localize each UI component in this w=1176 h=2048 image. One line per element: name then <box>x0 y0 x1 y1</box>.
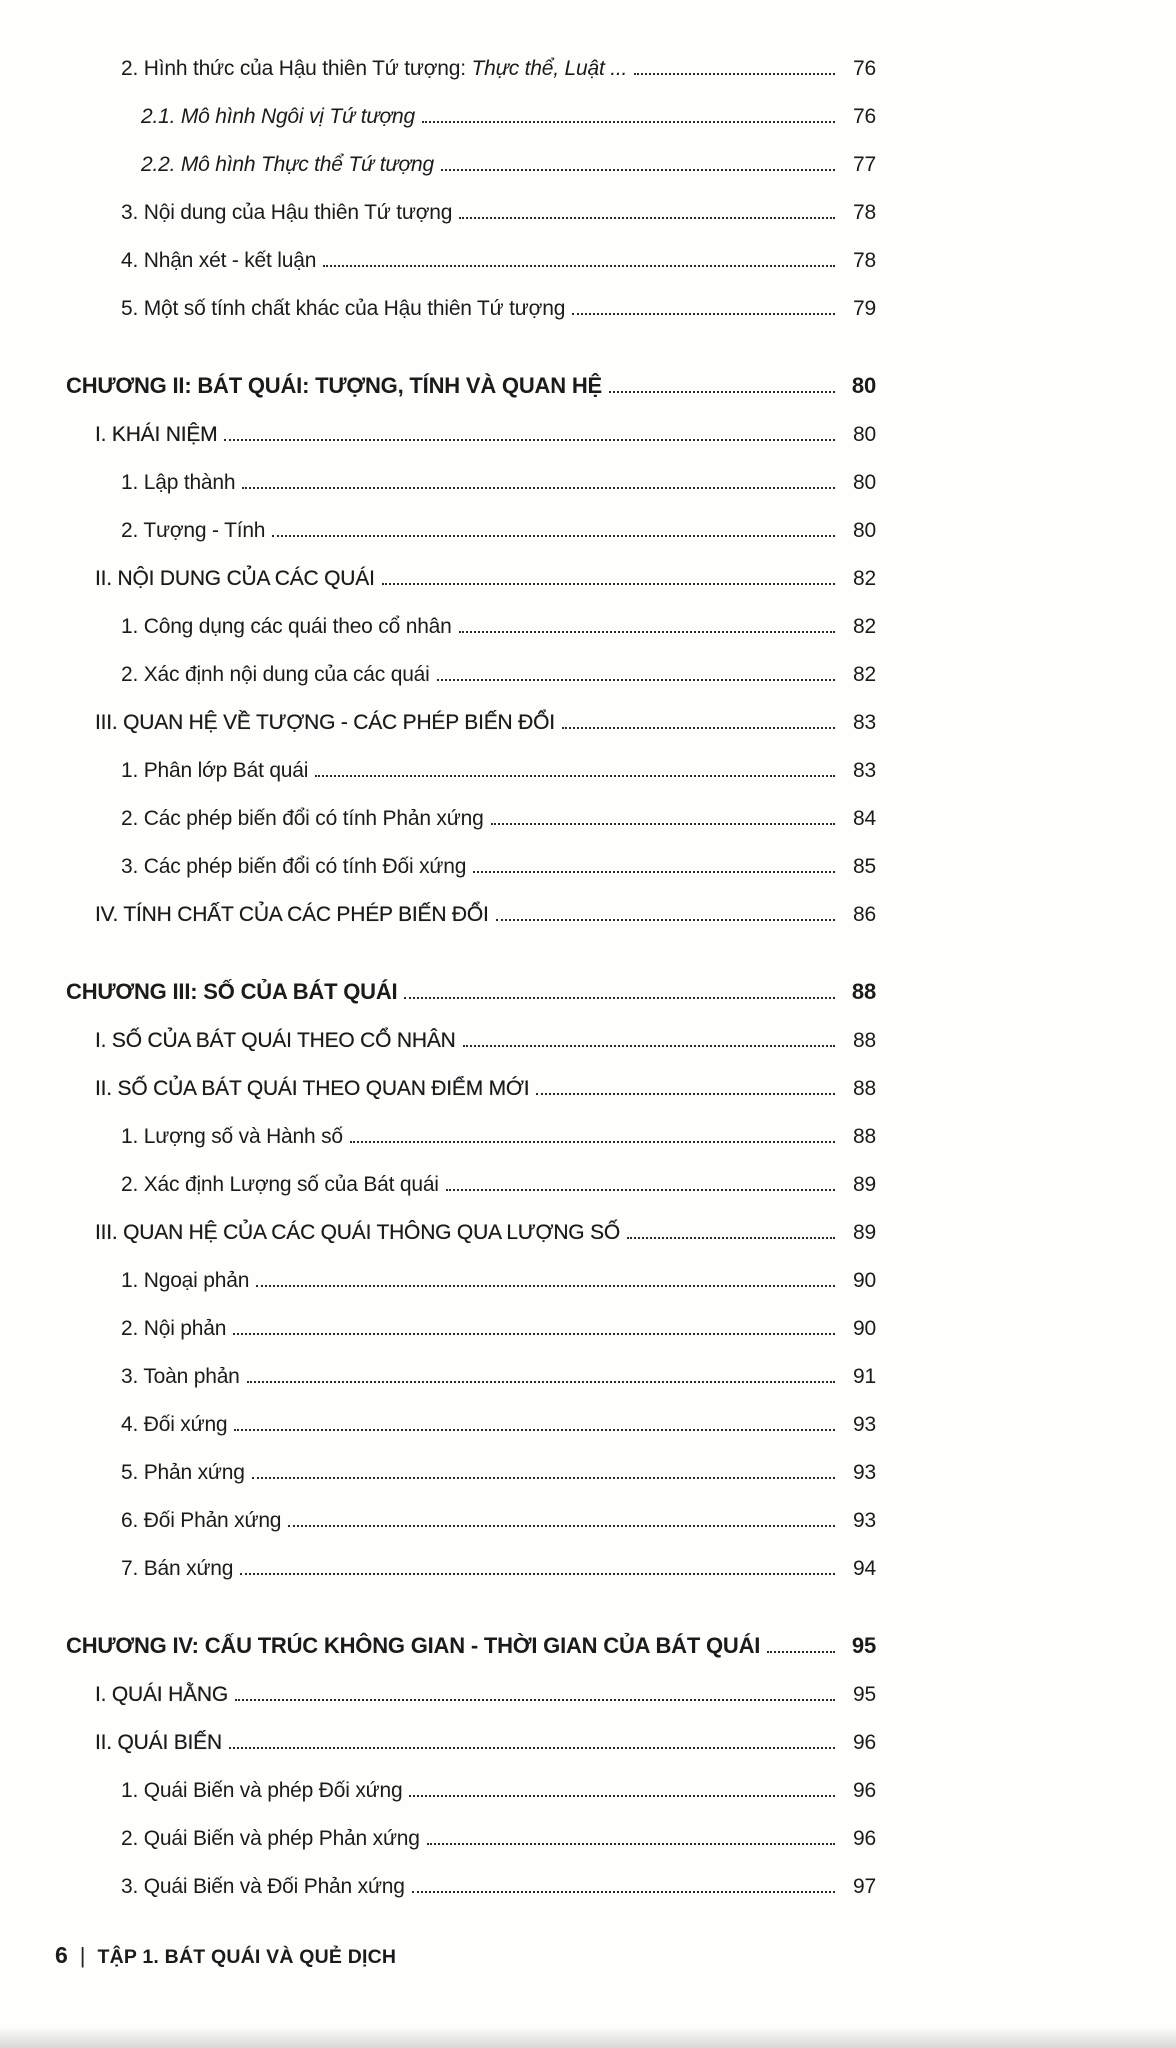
toc-page-number: 88 <box>853 1076 876 1100</box>
toc-row <box>0 1300 876 1348</box>
toc-entry-label: 7. Bán xứng <box>121 1556 234 1580</box>
dot-leader <box>562 727 835 729</box>
dot-leader <box>256 1285 835 1287</box>
folio-number: 6 <box>55 1942 68 1968</box>
toc-row <box>0 136 876 184</box>
toc-row <box>0 1012 876 1060</box>
toc-page-number: 80 <box>853 422 876 446</box>
toc-entry-label: 2. Tượng - Tính <box>121 518 266 542</box>
dot-leader <box>252 1477 835 1479</box>
dot-leader <box>767 1651 835 1653</box>
toc-entry-label: 2.1. Mô hình Ngôi vị Tứ tượng <box>141 104 415 128</box>
dot-leader <box>404 997 835 999</box>
toc-row <box>0 454 876 502</box>
toc-row <box>0 886 876 934</box>
toc-entry-label: 1. Ngoại phản <box>121 1268 250 1292</box>
scan-edge-shadow <box>0 2026 1176 2048</box>
toc-row <box>0 1492 876 1540</box>
toc-entry-label: II. SỐ CỦA BÁT QUÁI THEO QUAN ĐIỂM MỚI <box>95 1076 530 1100</box>
toc-page-number: 77 <box>853 152 876 176</box>
toc-entry-label: 2.2. Mô hình Thực thể Tứ tượng <box>141 152 434 176</box>
dot-leader <box>350 1141 835 1143</box>
toc-page-number: 88 <box>851 978 876 1004</box>
toc-page-number: 83 <box>853 710 876 734</box>
toc-row <box>0 232 876 280</box>
dot-leader <box>235 1699 835 1701</box>
toc-entry-label: I. SỐ CỦA BÁT QUÁI THEO CỔ NHÂN <box>95 1028 456 1052</box>
toc-row <box>0 1348 876 1396</box>
toc-page-number: 94 <box>853 1556 876 1580</box>
page-footer <box>0 1942 1176 1969</box>
toc-page-number: 84 <box>853 806 876 830</box>
toc-row <box>0 1060 876 1108</box>
dot-leader <box>496 919 835 921</box>
toc-row <box>0 1858 876 1906</box>
toc-page-number: 82 <box>853 566 876 590</box>
toc-page-number: 93 <box>853 1508 876 1532</box>
toc-row <box>0 406 876 454</box>
toc-entry-label: II. QUÁI BIẾN <box>95 1730 222 1754</box>
toc-row <box>0 1714 876 1762</box>
toc-row <box>0 1810 876 1858</box>
dot-leader <box>536 1093 835 1095</box>
dot-leader <box>233 1333 835 1335</box>
toc-row <box>0 550 876 598</box>
toc-page-number: 95 <box>851 1632 876 1658</box>
toc-entry-label-italic: Thực thể, Luật ... <box>471 56 628 80</box>
toc-page-number: 79 <box>853 296 876 320</box>
toc-entry-label: 3. Toàn phản <box>121 1364 240 1388</box>
toc-row <box>0 838 876 886</box>
toc-row <box>0 1252 876 1300</box>
dot-leader <box>242 487 835 489</box>
dot-leader <box>634 73 835 75</box>
toc-row <box>0 1204 876 1252</box>
toc-page-number: 86 <box>853 902 876 926</box>
toc-row <box>0 1108 876 1156</box>
footer-separator: | <box>79 1943 86 1968</box>
dot-leader <box>572 313 835 315</box>
toc-page-number: 82 <box>853 614 876 638</box>
toc-page-number: 88 <box>853 1028 876 1052</box>
toc-row <box>0 1444 876 1492</box>
toc-page-number: 96 <box>853 1730 876 1754</box>
toc-entry-label: I. KHÁI NIỆM <box>95 422 218 446</box>
toc-page-number: 93 <box>853 1460 876 1484</box>
toc-page-number: 90 <box>853 1316 876 1340</box>
toc-row <box>0 502 876 550</box>
toc-page-number: 76 <box>853 104 876 128</box>
toc-page-number: 91 <box>853 1364 876 1388</box>
toc-row <box>0 40 876 88</box>
toc-row <box>0 742 876 790</box>
dot-leader <box>229 1747 835 1749</box>
toc-row <box>0 646 876 694</box>
dot-leader <box>627 1237 835 1239</box>
dot-leader <box>272 535 835 537</box>
toc-entry-label: III. QUAN HỆ CỦA CÁC QUÁI THÔNG QUA LƯỢNG SỐ <box>95 1220 621 1244</box>
toc-row <box>0 694 876 742</box>
dot-leader <box>224 439 835 441</box>
toc-entry-label: 4. Đối xứng <box>121 1412 228 1436</box>
toc-row <box>0 1396 876 1444</box>
toc-row <box>0 1156 876 1204</box>
toc-entry-label: 2. Hình thức của Hậu thiên Tứ tượng: Thực thể, Luật ... <box>121 56 628 80</box>
dot-leader <box>382 583 835 585</box>
toc-row <box>0 88 876 136</box>
toc-page-number: 89 <box>853 1172 876 1196</box>
dot-leader <box>412 1891 835 1893</box>
toc-entry-label: 3. Nội dung của Hậu thiên Tứ tượng <box>121 200 453 224</box>
toc-page-number: 97 <box>853 1874 876 1898</box>
toc-page-number: 93 <box>853 1412 876 1436</box>
toc-page-number: 82 <box>853 662 876 686</box>
toc-entry-label: CHƯƠNG IV: CẤU TRÚC KHÔNG GIAN - THỜI GIAN CỦA BÁT QUÁI <box>66 1632 761 1658</box>
dot-leader <box>323 265 835 267</box>
toc-chapter-row <box>0 960 876 1012</box>
dot-leader <box>240 1573 835 1575</box>
dot-leader <box>422 121 835 123</box>
dot-leader <box>459 631 835 633</box>
toc-page-number: 96 <box>853 1826 876 1850</box>
toc-page-number: 76 <box>853 56 876 80</box>
dot-leader <box>427 1843 835 1845</box>
toc-entry-label: I. QUÁI HẰNG <box>95 1682 228 1706</box>
toc-row <box>0 790 876 838</box>
dot-leader <box>609 391 835 393</box>
dot-leader <box>473 871 835 873</box>
toc-page-number: 78 <box>853 200 876 224</box>
toc-entry-label: 2. Các phép biến đổi có tính Phản xứng <box>121 806 484 830</box>
toc-entry-label: 2. Nội phản <box>121 1316 227 1340</box>
toc-entry-label: IV. TÍNH CHẤT CỦA CÁC PHÉP BIẾN ĐỔI <box>95 902 489 926</box>
toc-entry-label: 2. Quái Biến và phép Phản xứng <box>121 1826 420 1850</box>
toc-page-number: 85 <box>853 854 876 878</box>
toc-page-number: 80 <box>851 372 876 398</box>
toc-page-number: 95 <box>853 1682 876 1706</box>
dot-leader <box>247 1381 835 1383</box>
toc-entry-label: 1. Lập thành <box>121 470 236 494</box>
toc-chapter-row <box>0 1614 876 1666</box>
toc-row <box>0 1666 876 1714</box>
dot-leader <box>409 1795 835 1797</box>
dot-leader <box>446 1189 835 1191</box>
toc-entry-label: 2. Xác định Lượng số của Bát quái <box>121 1172 439 1196</box>
toc-entry-label: 6. Đối Phản xứng <box>121 1508 282 1532</box>
dot-leader <box>441 169 835 171</box>
toc-row <box>0 280 876 328</box>
book-title: TẬP 1. BÁT QUÁI VÀ QUẺ DỊCH <box>97 1946 397 1968</box>
toc-entry-label: 3. Quái Biến và Đối Phản xứng <box>121 1874 405 1898</box>
toc-entry-label: 1. Công dụng các quái theo cổ nhân <box>121 614 452 638</box>
dot-leader <box>491 823 835 825</box>
toc-entry-label: III. QUAN HỆ VỀ TƯỢNG - CÁC PHÉP BIẾN ĐỔI <box>95 710 555 734</box>
dot-leader <box>463 1045 835 1047</box>
toc-entry-label: CHƯƠNG II: BÁT QUÁI: TƯỢNG, TÍNH VÀ QUAN HỆ <box>66 372 602 398</box>
dot-leader <box>234 1429 835 1431</box>
toc-page-number: 96 <box>853 1778 876 1802</box>
toc-entry-label: 1. Phân lớp Bát quái <box>121 758 309 782</box>
toc-page-number: 90 <box>853 1268 876 1292</box>
dot-leader <box>459 217 835 219</box>
toc-page-number: 78 <box>853 248 876 272</box>
toc-page-number: 89 <box>853 1220 876 1244</box>
toc-page-number: 80 <box>853 470 876 494</box>
toc-row <box>0 598 876 646</box>
toc-page-number: 83 <box>853 758 876 782</box>
toc-entry-label: II. NỘI DUNG CỦA CÁC QUÁI <box>95 566 375 590</box>
toc-entry-label: 1. Lượng số và Hành số <box>121 1124 343 1148</box>
toc-entry-label: 1. Quái Biến và phép Đối xứng <box>121 1778 403 1802</box>
toc-entry-label: CHƯƠNG III: SỐ CỦA BÁT QUÁI <box>66 978 398 1004</box>
toc-page-number: 80 <box>853 518 876 542</box>
toc-entry-label: 5. Phản xứng <box>121 1460 245 1484</box>
dot-leader <box>315 775 835 777</box>
dot-leader <box>437 679 835 681</box>
dot-leader <box>288 1525 835 1527</box>
toc-entry-label: 4. Nhận xét - kết luận <box>121 248 317 272</box>
toc-chapter-row <box>0 354 876 406</box>
toc-row <box>0 184 876 232</box>
toc-entry-label: 2. Xác định nội dung của các quái <box>121 662 430 686</box>
toc-row <box>0 1540 876 1588</box>
toc-row <box>0 1762 876 1810</box>
toc-entry-label: 5. Một số tính chất khác của Hậu thiên Tứ tượng <box>121 296 566 320</box>
toc-page-number: 88 <box>853 1124 876 1148</box>
toc-entry-label: 3. Các phép biến đổi có tính Đối xứng <box>121 854 467 878</box>
